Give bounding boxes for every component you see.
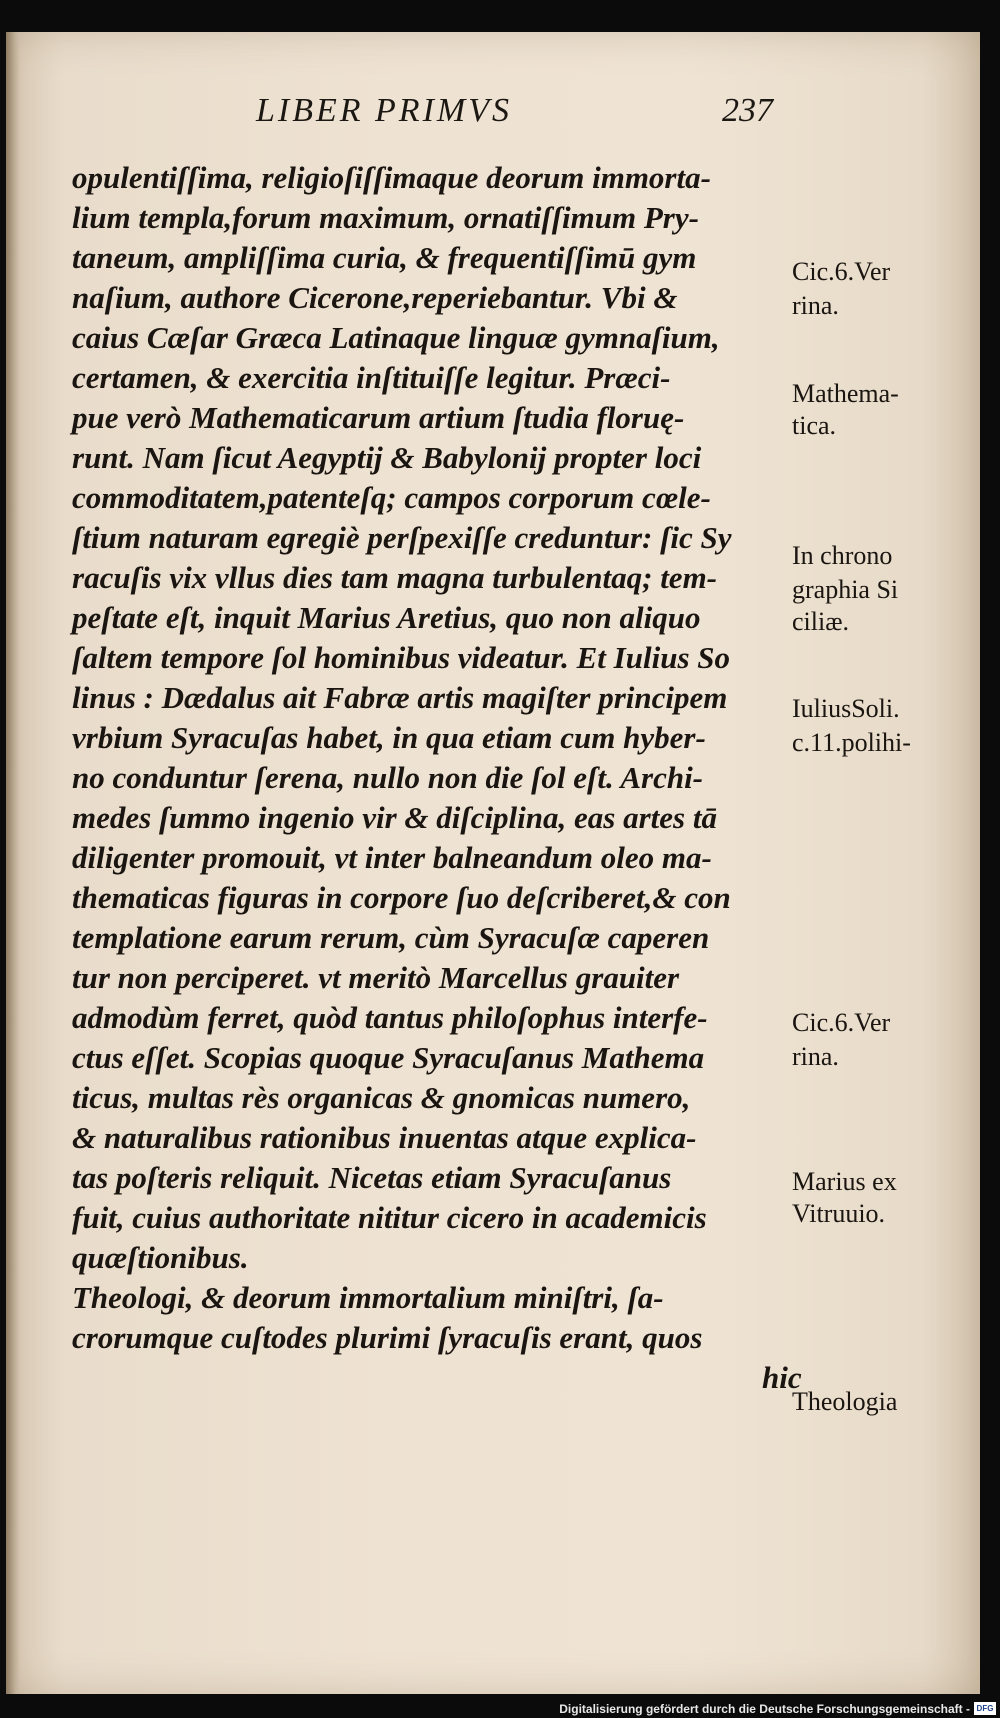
text-line: lium templa,forum maximum, ornatiſſimum Pry- [72, 200, 699, 235]
margin-note: rina. [792, 291, 839, 320]
text-line: ſtium naturam egregiè perſpexiſſe creduntur: ſic Sy [72, 520, 732, 555]
margin-note: Cic.6.Ver [792, 257, 891, 286]
text-line: admodùm ferret, quòd tantus philoſophus interfe- [72, 1000, 708, 1035]
running-head: LIBER PRIMVS [256, 92, 512, 129]
text-line: no conduntur ſerena, nullo non die ſol eſt. Archi- [72, 760, 704, 795]
text-line: tas poſteris reliquit. Nicetas etiam Syracuſanus [72, 1160, 672, 1195]
text-line: opulentiſſima, religioſiſſimaque deorum immorta- [72, 160, 711, 195]
text-line: diligenter promouit, vt inter balneandum oleo ma- [72, 840, 712, 875]
margin-note: Vitruuio. [792, 1199, 886, 1228]
margin-note: Theologia [792, 1387, 898, 1416]
margin-note: rina. [792, 1042, 839, 1071]
margin-note: graphia Si [792, 575, 899, 604]
text-line: Theologi, & deorum immortalium miniſtri, ſa- [72, 1280, 664, 1315]
text-line: templatione earum rerum, cùm Syracuſæ caperen [72, 920, 710, 955]
margin-note: tica. [792, 411, 837, 440]
text-line: crorumque cuſtodes plurimi ſyracuſis erant, quos [72, 1320, 703, 1355]
margin-note: Marius ex [792, 1167, 897, 1196]
text-line: & naturalibus rationibus inuentas atque explica- [72, 1120, 697, 1155]
margin-note: c.11.polihi- [792, 728, 911, 757]
dfg-logo-icon: DFG [974, 1702, 996, 1715]
text-line: runt. Nam ſicut Aegyptij & Babylonij propter loci [72, 440, 702, 475]
text-line: tur non perciperet. vt meritò Marcellus grauiter [72, 960, 680, 995]
text-line: ticus, multas rès organicas & gnomicas numero, [72, 1080, 691, 1115]
margin-note: IuliusSoli. [792, 694, 900, 723]
text-line: pue verò Mathematicarum artium ſtudia floruę- [72, 400, 685, 435]
text-line: certamen, & exercitia inſtituiſſe legitur. Præci- [72, 360, 671, 395]
text-line: linus : Dædalus ait Fabræ artis magiſter principem [72, 680, 728, 715]
text-line: peſtate eſt, inquit Marius Aretius, quo non aliquo [72, 600, 701, 635]
text-line: naſium, authore Cicerone,reperiebantur. Vbi & [72, 280, 678, 315]
text-line: thematicas figuras in corpore ſuo deſcriberet,& con [72, 880, 731, 915]
text-line: ctus eſſet. Scopias quoque Syracuſanus Mathema [72, 1040, 705, 1075]
page-number: 237 [722, 92, 773, 129]
margin-note: Cic.6.Ver [792, 1008, 891, 1037]
page-gutter [6, 32, 20, 1694]
text-line: vrbium Syracuſas habet, in qua etiam cum hyber- [72, 720, 706, 755]
text-line: commoditatem,patenteſq; campos corporum cœle- [72, 480, 711, 515]
text-line: taneum, ampliſſima curia, & frequentiſſimū gym [72, 240, 697, 275]
text-line: racuſis vix vllus dies tam magna turbulentaq; tem- [72, 560, 718, 595]
catchword: hic [762, 1360, 802, 1395]
text-line: ſaltem tempore ſol hominibus videatur. Et Iulius So [72, 640, 730, 675]
text-line: fuit, cuius authoritate nititur cicero in academicis [72, 1200, 707, 1235]
text-line: medes ſummo ingenio vir & diſciplina, eas artes tā [72, 800, 717, 835]
funding-credit: Digitalisierung gefördert durch die Deutsche Forschungsgemeinschaft - [559, 1702, 970, 1716]
text-line: caius Cæſar Græca Latinaque linguæ gymnaſium, [72, 320, 720, 355]
text-line: quæſtionibus. [72, 1240, 249, 1275]
margin-note: ciliæ. [792, 607, 850, 636]
margin-note: In chrono [792, 541, 893, 570]
margin-note: Mathema- [792, 379, 899, 408]
